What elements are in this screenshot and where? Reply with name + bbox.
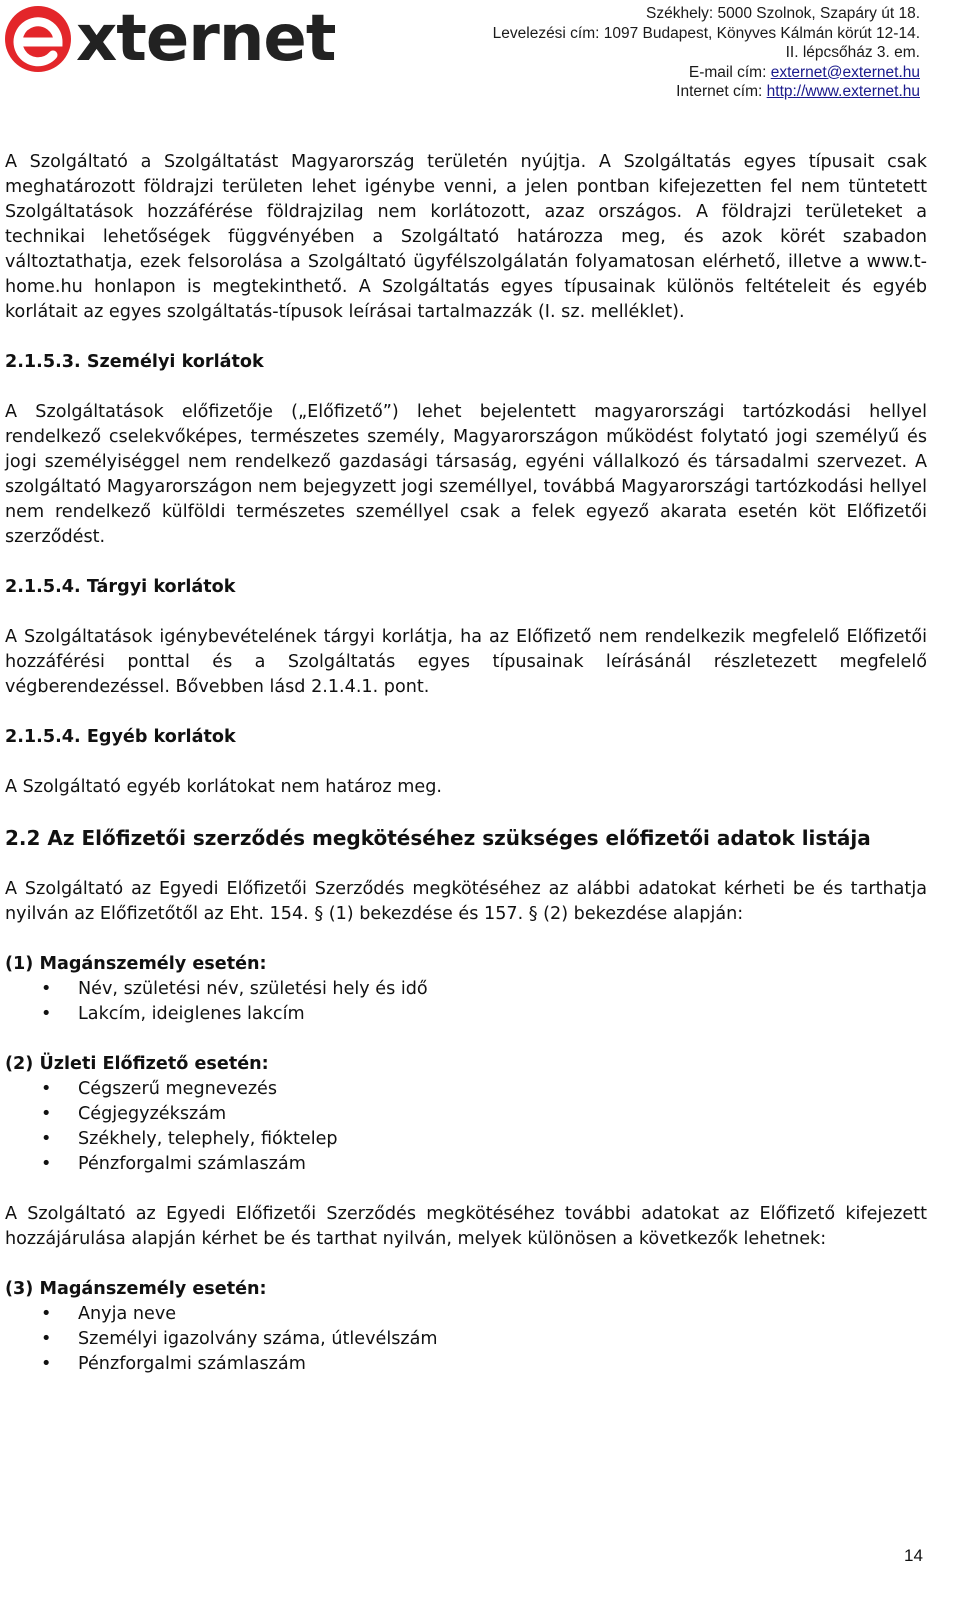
paragraph-personal-limits: A Szolgáltatások előfizetője („Előfizető”) lehet bejelentett magyarországi tartózkodási hellyel rendelkező cselekvőképes, természetes személy, Magyarországon működést folytató jogi személyű és jogi személyiséggel nem rendelkező gazdasági társaság, egyéni vállalkozó és társadalmi szervezet. A szolgáltató Magyarországon nem bejegyzett jogi személlyel, továbbá Magyarországi tartózkodási hellyel nem rendelkező külföldi természetes személlyel csak a felek egyező akarata esetén köt Előfizetői szerződést.	[5, 402, 927, 547]
bullet-icon: •	[41, 1079, 52, 1099]
list-item: • Anyja neve	[5, 1302, 927, 1327]
heading-2154-material: 2.1.5.4. Tárgyi korlátok	[5, 577, 236, 597]
paragraph-service-area: A Szolgáltató a Szolgáltatást Magyarország területén nyújtja. A Szolgáltatás egyes típusait csak meghatározott földrajzi területen lehet igénybe venni, a jelen pontban kifejezetten fel nem tüntetett Szolgáltatások hozzáférése földrajzilag nem korlátozott, azaz országos. A földrajzi területeket a technikai lehetőségek függvényében a Szolgáltató határozza meg, és azok körét szabadon változtathatja, ezek felsorolása a Szolgáltató ügyfélszolgálatán folyamatosan elérhető, illetve a www.t-home.hu honlapon is megtekinthető. A Szolgáltatás egyes típusainak különös feltételeit és egyéb korlátait az egyes szolgáltatás-típusok leírásai tartalmazzák (I. sz. melléklet).	[5, 152, 927, 322]
paragraph-material-limits: A Szolgáltatások igénybevételének tárgyi korlátja, ha az Előfizető nem rendelkezik megfelelő Előfizetői hozzáférési ponttal és a Szolgáltatás egyes típusainak leírásánál részletezett megfelelő végberendezéssel. Bővebben lásd 2.1.4.1. pont.	[5, 627, 927, 697]
mailing-address: Levelezési cím: 1097 Budapest, Könyves Kálmán körút 12-14.	[492, 24, 920, 42]
heading-22-number: 2.2	[5, 826, 41, 850]
page-number: 14	[904, 1546, 923, 1565]
bullet-icon: •	[41, 1104, 52, 1124]
email-line: E-mail cím: externet@externet.hu	[688, 63, 920, 81]
list3-title: (3) Magánszemély esetén:	[5, 1279, 267, 1299]
paragraph-additional-data: A Szolgáltató az Egyedi Előfizetői Szerződés megkötéséhez további adatokat az Előfizető kifejezett hozzájárulása alapján kérhet be és tarthat nyilván, melyek különösen a következők lehetnek:	[5, 1204, 927, 1249]
headquarters-address: Székhely: 5000 Szolnok, Szapáry út 18.	[646, 5, 920, 22]
list-private-person	[5, 977, 927, 1027]
mailing-address-line2: II. lépcsőház 3. em.	[785, 44, 920, 61]
list-item: • Székhely, telephely, fióktelep	[5, 1127, 927, 1152]
bullet-icon: •	[41, 1354, 52, 1374]
externet-logo	[4, 2, 370, 76]
email-link[interactable]: externet@externet.hu	[770, 63, 920, 81]
list-private-person-optional	[5, 1302, 927, 1377]
paragraph-data-list-intro: A Szolgáltató az Egyedi Előfizetői Szerződés megkötéséhez az alábbi adatokat kérheti be és tarthatja nyilván az Előfizetőtől az Eht. 154. § (1) bekezdése és 157. § (2) bekezdése alapján:	[5, 879, 927, 924]
heading-22	[5, 825, 927, 852]
web-line: Internet cím: http://www.externet.hu	[676, 83, 920, 100]
list-item: • Pénzforgalmi számlaszám	[5, 1152, 927, 1177]
heading-2153: 2.1.5.3. Személyi korlátok	[5, 352, 264, 372]
heading-2154-other: 2.1.5.4. Egyéb korlátok	[5, 727, 236, 747]
bullet-icon: •	[41, 1304, 52, 1324]
bullet-icon: •	[41, 979, 52, 999]
list-item: • Pénzforgalmi számlaszám	[5, 1352, 927, 1377]
list-item: • Név, születési név, születési hely és idő	[5, 977, 927, 1002]
bullet-icon: •	[41, 1004, 52, 1024]
list-item: • Cégszerű megnevezés	[5, 1077, 927, 1102]
list1-title: (1) Magánszemély esetén:	[5, 954, 267, 974]
list-item: • Lakcím, ideiglenes lakcím	[5, 1002, 927, 1027]
list-business	[5, 1077, 927, 1177]
bullet-icon: •	[41, 1329, 52, 1349]
bullet-icon: •	[41, 1154, 52, 1174]
list2-title: (2) Üzleti Előfizető esetén:	[5, 1054, 269, 1074]
bullet-icon: •	[41, 1129, 52, 1149]
list-item: • Személyi igazolvány száma, útlevélszám	[5, 1327, 927, 1352]
contact-block	[493, 4, 920, 102]
document-body	[5, 150, 927, 1377]
page-header	[0, 0, 960, 110]
web-link[interactable]: http://www.externet.hu	[766, 83, 920, 100]
svg-text:xternet: xternet	[76, 2, 336, 76]
paragraph-other-limits: A Szolgáltató egyéb korlátokat nem határoz meg.	[5, 777, 442, 797]
heading-22-text: Az Előfizetői szerződés megkötéséhez szükséges előfizetői adatok listája	[47, 826, 871, 850]
list-item: • Cégjegyzékszám	[5, 1102, 927, 1127]
